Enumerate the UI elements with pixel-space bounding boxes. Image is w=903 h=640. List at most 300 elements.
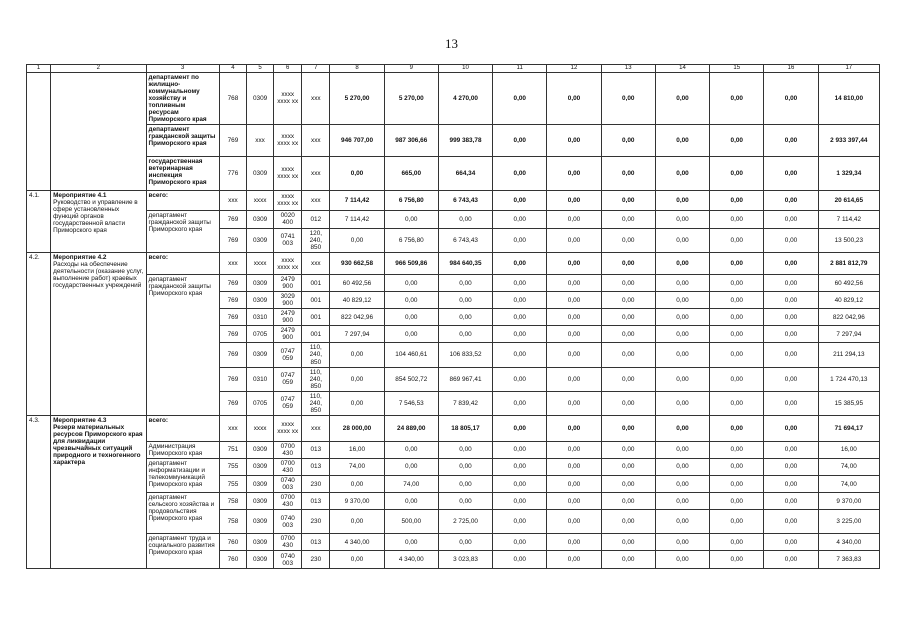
amount-cell: 7 114,42 <box>330 210 384 228</box>
expense-type-cell: 230 <box>302 476 330 493</box>
amount-cell: 0,00 <box>547 156 601 190</box>
page-number: 13 <box>445 36 458 51</box>
amount-cell: 0,00 <box>655 476 709 493</box>
amount-cell: 0,00 <box>547 510 601 534</box>
target-article-cell: xxxx xxxx xx <box>274 190 302 210</box>
grbs-code-cell: 758 <box>219 493 246 510</box>
amount-cell: 0,00 <box>710 551 764 569</box>
amount-cell: 0,00 <box>384 210 438 228</box>
amount-cell: 0,00 <box>493 275 547 292</box>
amount-cell: 7 839,42 <box>438 391 492 415</box>
executor-cell: всего: <box>146 253 219 275</box>
amount-cell: 0,00 <box>710 72 764 124</box>
grbs-code-cell: 769 <box>219 343 246 367</box>
amount-cell: 7 297,94 <box>330 326 384 343</box>
amount-cell: 0,00 <box>710 190 764 210</box>
amount-cell: 0,00 <box>655 534 709 551</box>
expense-type-cell: xxx <box>302 72 330 124</box>
amount-cell: 5 270,00 <box>384 72 438 124</box>
amount-cell: 0,00 <box>601 493 655 510</box>
target-article-cell: xxxx xxxx xx <box>274 72 302 124</box>
amount-cell: 74,00 <box>818 476 879 493</box>
amount-cell: 0,00 <box>710 476 764 493</box>
amount-cell: 0,00 <box>547 190 601 210</box>
amount-cell: 0,00 <box>493 441 547 458</box>
section-code-cell: 0705 <box>247 326 274 343</box>
amount-cell: 0,00 <box>547 458 601 475</box>
amount-cell: 74,00 <box>330 458 384 475</box>
section-code-cell: 0309 <box>247 210 274 228</box>
grbs-code-cell: 769 <box>219 292 246 309</box>
column-number-cell: 8 <box>330 65 384 73</box>
section-code-cell: 0309 <box>247 72 274 124</box>
measure-name-cell <box>51 190 146 252</box>
expense-type-cell: xxx <box>302 156 330 190</box>
target-article-cell: 0700 430 <box>274 493 302 510</box>
executor-cell: департамент сельского хозяйства и продовольствия Приморского края <box>146 493 219 534</box>
amount-cell: 946 707,00 <box>330 124 384 156</box>
amount-cell: 0,00 <box>601 253 655 275</box>
target-article-cell: 0700 430 <box>274 534 302 551</box>
table-row <box>27 72 880 124</box>
column-number-cell: 3 <box>146 65 219 73</box>
amount-cell: 0,00 <box>655 458 709 475</box>
amount-cell: 0,00 <box>330 391 384 415</box>
measure-title: Мероприятие 4.3 <box>53 416 107 424</box>
item-number-cell: 4.3. <box>27 415 51 568</box>
executor-cell: департамент гражданской защиты Приморского края <box>146 124 219 156</box>
amount-cell: 0,00 <box>384 534 438 551</box>
target-article-cell: xxxx xxxx xx <box>274 253 302 275</box>
amount-cell: 0,00 <box>764 391 818 415</box>
amount-cell: 0,00 <box>655 343 709 367</box>
amount-cell: 4 340,00 <box>384 551 438 569</box>
amount-cell: 14 810,00 <box>818 72 879 124</box>
amount-cell: 0,00 <box>764 343 818 367</box>
amount-cell: 0,00 <box>601 309 655 326</box>
expense-type-cell: 013 <box>302 493 330 510</box>
column-number-row <box>27 65 880 73</box>
amount-cell: 0,00 <box>493 415 547 441</box>
amount-cell: 0,00 <box>764 253 818 275</box>
grbs-code-cell: 769 <box>219 210 246 228</box>
amount-cell: 74,00 <box>384 476 438 493</box>
amount-cell: 0,00 <box>655 210 709 228</box>
amount-cell: 0,00 <box>655 326 709 343</box>
amount-cell: 1 724 470,13 <box>818 367 879 391</box>
amount-cell: 0,00 <box>764 292 818 309</box>
section-code-cell: 0309 <box>247 510 274 534</box>
amount-cell: 0,00 <box>601 210 655 228</box>
amount-cell: 0,00 <box>764 275 818 292</box>
amount-cell: 0,00 <box>493 210 547 228</box>
target-article-cell: 0700 430 <box>274 441 302 458</box>
amount-cell: 0,00 <box>764 124 818 156</box>
amount-cell: 0,00 <box>601 441 655 458</box>
section-code-cell: 0309 <box>247 343 274 367</box>
amount-cell: 3 023,83 <box>438 551 492 569</box>
table-row <box>27 441 880 458</box>
target-article-cell: 3029 900 <box>274 292 302 309</box>
executor-cell: государственная ветеринарная инспекция Приморского края <box>146 156 219 190</box>
amount-cell: 0,00 <box>601 228 655 252</box>
amount-cell: 0,00 <box>764 510 818 534</box>
grbs-code-cell: xxx <box>219 415 246 441</box>
expense-type-cell: 110, 240, 850 <box>302 343 330 367</box>
expense-type-cell: 230 <box>302 510 330 534</box>
measure-name-cell <box>51 415 146 568</box>
column-number-cell: 6 <box>274 65 302 73</box>
column-number-cell: 5 <box>247 65 274 73</box>
executor-cell: Администрация Приморского края <box>146 441 219 458</box>
amount-cell: 4 270,00 <box>438 72 492 124</box>
table-row <box>27 415 880 441</box>
amount-cell: 0,00 <box>655 253 709 275</box>
amount-cell: 4 340,00 <box>330 534 384 551</box>
amount-cell: 0,00 <box>710 493 764 510</box>
expense-type-cell: 013 <box>302 441 330 458</box>
amount-cell: 7 363,83 <box>818 551 879 569</box>
target-article-cell: xxxx xxxx xx <box>274 124 302 156</box>
amount-cell: 0,00 <box>493 367 547 391</box>
amount-cell: 0,00 <box>547 493 601 510</box>
amount-cell: 0,00 <box>655 228 709 252</box>
amount-cell: 0,00 <box>438 326 492 343</box>
measure-title: Мероприятие 4.1 <box>53 191 107 199</box>
table-row <box>27 210 880 228</box>
amount-cell: 0,00 <box>764 441 818 458</box>
amount-cell: 0,00 <box>547 309 601 326</box>
target-article-cell: 2479 900 <box>274 326 302 343</box>
column-number-cell: 7 <box>302 65 330 73</box>
table-row <box>27 275 880 292</box>
amount-cell: 7 114,42 <box>330 190 384 210</box>
grbs-code-cell: 760 <box>219 534 246 551</box>
column-number-cell: 16 <box>764 65 818 73</box>
table-row <box>27 253 880 275</box>
amount-cell: 0,00 <box>655 441 709 458</box>
measure-name-cell <box>51 72 146 190</box>
amount-cell: 0,00 <box>438 458 492 475</box>
amount-cell: 0,00 <box>493 72 547 124</box>
amount-cell: 60 492,56 <box>818 275 879 292</box>
amount-cell: 0,00 <box>493 326 547 343</box>
amount-cell: 0,00 <box>384 275 438 292</box>
amount-cell: 0,00 <box>601 275 655 292</box>
target-article-cell: xxxx xxxx xx <box>274 156 302 190</box>
amount-cell: 0,00 <box>710 326 764 343</box>
grbs-code-cell: 758 <box>219 510 246 534</box>
amount-cell: 2 881 812,79 <box>818 253 879 275</box>
table-row <box>27 493 880 510</box>
section-code-cell: 0309 <box>247 493 274 510</box>
amount-cell: 0,00 <box>330 510 384 534</box>
amount-cell: 0,00 <box>710 391 764 415</box>
amount-cell: 6 743,43 <box>438 190 492 210</box>
measure-title: Мероприятие 4.2 <box>53 254 107 262</box>
grbs-code-cell: 769 <box>219 124 246 156</box>
section-code-cell: xxxx <box>247 253 274 275</box>
table-row <box>27 458 880 475</box>
amount-cell: 854 502,72 <box>384 367 438 391</box>
amount-cell: 0,00 <box>655 510 709 534</box>
amount-cell: 664,34 <box>438 156 492 190</box>
amount-cell: 0,00 <box>764 190 818 210</box>
amount-cell: 0,00 <box>710 367 764 391</box>
amount-cell: 0,00 <box>764 458 818 475</box>
executor-cell: департамент информатизации и телекоммуникаций Приморского края <box>146 458 219 492</box>
amount-cell: 40 829,12 <box>330 292 384 309</box>
amount-cell: 0,00 <box>384 458 438 475</box>
column-number-cell: 17 <box>818 65 879 73</box>
column-number-cell: 1 <box>27 65 51 73</box>
amount-cell: 0,00 <box>547 476 601 493</box>
amount-cell: 0,00 <box>384 309 438 326</box>
column-number-cell: 15 <box>710 65 764 73</box>
amount-cell: 0,00 <box>493 391 547 415</box>
amount-cell: 0,00 <box>655 551 709 569</box>
item-number-cell: 4.1. <box>27 190 51 252</box>
amount-cell: 0,00 <box>655 415 709 441</box>
amount-cell: 822 042,96 <box>330 309 384 326</box>
amount-cell: 9 370,00 <box>330 493 384 510</box>
amount-cell: 0,00 <box>493 476 547 493</box>
executor-cell: департамент гражданской защиты Приморского края <box>146 210 219 252</box>
amount-cell: 0,00 <box>438 441 492 458</box>
grbs-code-cell: 776 <box>219 156 246 190</box>
amount-cell: 2 933 397,44 <box>818 124 879 156</box>
target-article-cell: 2479 900 <box>274 309 302 326</box>
amount-cell: 0,00 <box>764 309 818 326</box>
amount-cell: 0,00 <box>655 275 709 292</box>
amount-cell: 0,00 <box>601 391 655 415</box>
amount-cell: 0,00 <box>710 275 764 292</box>
column-number-cell: 11 <box>493 65 547 73</box>
amount-cell: 0,00 <box>601 415 655 441</box>
amount-cell: 0,00 <box>493 510 547 534</box>
amount-cell: 0,00 <box>330 156 384 190</box>
amount-cell: 5 270,00 <box>330 72 384 124</box>
amount-cell: 0,00 <box>547 441 601 458</box>
amount-cell: 2 725,00 <box>438 510 492 534</box>
measure-description: Руководство и управление в сфере установленных функций органов государственной власти Приморского края <box>53 198 138 235</box>
amount-cell: 984 640,35 <box>438 253 492 275</box>
amount-cell: 0,00 <box>710 510 764 534</box>
amount-cell: 0,00 <box>547 253 601 275</box>
column-number-cell: 12 <box>547 65 601 73</box>
amount-cell: 0,00 <box>384 326 438 343</box>
target-article-cell: 0740 003 <box>274 510 302 534</box>
amount-cell: 0,00 <box>330 367 384 391</box>
amount-cell: 0,00 <box>330 551 384 569</box>
amount-cell: 0,00 <box>547 415 601 441</box>
grbs-code-cell: 769 <box>219 309 246 326</box>
amount-cell: 6 756,80 <box>384 228 438 252</box>
amount-cell: 106 833,52 <box>438 343 492 367</box>
amount-cell: 0,00 <box>601 72 655 124</box>
target-article-cell: 0741 003 <box>274 228 302 252</box>
amount-cell: 0,00 <box>710 156 764 190</box>
grbs-code-cell: 755 <box>219 476 246 493</box>
section-code-cell: 0310 <box>247 367 274 391</box>
amount-cell: 0,00 <box>764 72 818 124</box>
amount-cell: 7 297,94 <box>818 326 879 343</box>
section-code-cell: 0309 <box>247 441 274 458</box>
amount-cell: 0,00 <box>493 228 547 252</box>
amount-cell: 500,00 <box>384 510 438 534</box>
amount-cell: 0,00 <box>601 326 655 343</box>
amount-cell: 0,00 <box>547 124 601 156</box>
grbs-code-cell: 768 <box>219 72 246 124</box>
amount-cell: 0,00 <box>655 493 709 510</box>
expense-type-cell: xxx <box>302 190 330 210</box>
amount-cell: 0,00 <box>710 292 764 309</box>
expense-type-cell: 120, 240, 850 <box>302 228 330 252</box>
amount-cell: 869 967,41 <box>438 367 492 391</box>
amount-cell: 0,00 <box>330 343 384 367</box>
section-code-cell: 0309 <box>247 275 274 292</box>
expense-type-cell: xxx <box>302 124 330 156</box>
amount-cell: 60 492,56 <box>330 275 384 292</box>
amount-cell: 987 306,66 <box>384 124 438 156</box>
measure-name-cell <box>51 253 146 416</box>
item-number-cell: 4.2. <box>27 253 51 416</box>
target-article-cell: 0700 430 <box>274 458 302 475</box>
amount-cell: 0,00 <box>547 228 601 252</box>
amount-cell: 13 500,23 <box>818 228 879 252</box>
target-article-cell: 0740 003 <box>274 476 302 493</box>
section-code-cell: xxxx <box>247 190 274 210</box>
amount-cell: 0,00 <box>710 309 764 326</box>
amount-cell: 0,00 <box>493 343 547 367</box>
amount-cell: 0,00 <box>493 534 547 551</box>
expense-type-cell: 013 <box>302 458 330 475</box>
expense-type-cell: 001 <box>302 309 330 326</box>
amount-cell: 0,00 <box>547 551 601 569</box>
amount-cell: 0,00 <box>655 367 709 391</box>
grbs-code-cell: 769 <box>219 275 246 292</box>
expense-type-cell: 001 <box>302 326 330 343</box>
amount-cell: 15 385,95 <box>818 391 879 415</box>
table-row <box>27 534 880 551</box>
measure-description: Расходы на обеспечение деятельности (оказание услуг, выполнение работ) краевых государственных учреждений <box>53 261 144 290</box>
amount-cell: 0,00 <box>601 510 655 534</box>
amount-cell: 0,00 <box>764 367 818 391</box>
amount-cell: 0,00 <box>547 275 601 292</box>
target-article-cell: xxxx xxxx xx <box>274 415 302 441</box>
amount-cell: 0,00 <box>655 292 709 309</box>
amount-cell: 0,00 <box>438 292 492 309</box>
grbs-code-cell: 760 <box>219 551 246 569</box>
section-code-cell: xxxx <box>247 415 274 441</box>
amount-cell: 0,00 <box>493 124 547 156</box>
amount-cell: 0,00 <box>655 309 709 326</box>
executor-cell: всего: <box>146 190 219 210</box>
amount-cell: 0,00 <box>438 534 492 551</box>
amount-cell: 18 805,17 <box>438 415 492 441</box>
amount-cell: 0,00 <box>764 493 818 510</box>
amount-cell: 104 460,61 <box>384 343 438 367</box>
amount-cell: 0,00 <box>547 343 601 367</box>
section-code-cell: 0309 <box>247 534 274 551</box>
amount-cell: 0,00 <box>601 156 655 190</box>
grbs-code-cell: xxx <box>219 190 246 210</box>
amount-cell: 0,00 <box>547 367 601 391</box>
expense-type-cell: 001 <box>302 292 330 309</box>
expense-type-cell: 013 <box>302 534 330 551</box>
amount-cell: 0,00 <box>710 458 764 475</box>
amount-cell: 0,00 <box>547 210 601 228</box>
section-code-cell: 0309 <box>247 476 274 493</box>
item-number-cell <box>27 72 51 190</box>
column-number-cell: 14 <box>655 65 709 73</box>
amount-cell: 0,00 <box>601 534 655 551</box>
table-row <box>27 190 880 210</box>
amount-cell: 0,00 <box>438 493 492 510</box>
measure-description: Резерв материальных ресурсов Приморского края для ликвидации чрезвычайных ситуаций природного и техногенного характера <box>53 423 143 467</box>
amount-cell: 930 662,58 <box>330 253 384 275</box>
column-number-cell: 2 <box>51 65 146 73</box>
executor-cell: департамент по жилищно-коммунальному хозяйству и топливным ресурсам Приморского края <box>146 72 219 124</box>
amount-cell: 0,00 <box>384 292 438 309</box>
amount-cell: 0,00 <box>655 391 709 415</box>
amount-cell: 28 000,00 <box>330 415 384 441</box>
section-code-cell: 0309 <box>247 458 274 475</box>
amount-cell: 0,00 <box>655 124 709 156</box>
expense-type-cell: 230 <box>302 551 330 569</box>
amount-cell: 0,00 <box>764 210 818 228</box>
section-code-cell: xxx <box>247 124 274 156</box>
amount-cell: 0,00 <box>764 551 818 569</box>
amount-cell: 0,00 <box>655 72 709 124</box>
executor-cell: департамент гражданской защиты Приморского края <box>146 275 219 416</box>
target-article-cell: 0747 059 <box>274 391 302 415</box>
amount-cell: 0,00 <box>493 493 547 510</box>
amount-cell: 0,00 <box>493 253 547 275</box>
amount-cell: 0,00 <box>330 476 384 493</box>
amount-cell: 0,00 <box>438 210 492 228</box>
budget-table <box>26 64 880 569</box>
amount-cell: 0,00 <box>547 72 601 124</box>
amount-cell: 0,00 <box>710 253 764 275</box>
amount-cell: 0,00 <box>493 190 547 210</box>
column-number-cell: 9 <box>384 65 438 73</box>
expense-type-cell: 001 <box>302 275 330 292</box>
amount-cell: 0,00 <box>601 367 655 391</box>
column-number-cell: 4 <box>219 65 246 73</box>
target-article-cell: 2479 900 <box>274 275 302 292</box>
section-code-cell: 0309 <box>247 551 274 569</box>
amount-cell: 0,00 <box>493 292 547 309</box>
amount-cell: 0,00 <box>710 124 764 156</box>
amount-cell: 0,00 <box>384 493 438 510</box>
grbs-code-cell: 755 <box>219 458 246 475</box>
amount-cell: 0,00 <box>330 228 384 252</box>
amount-cell: 0,00 <box>547 292 601 309</box>
amount-cell: 0,00 <box>764 156 818 190</box>
section-code-cell: 0309 <box>247 156 274 190</box>
amount-cell: 0,00 <box>764 534 818 551</box>
amount-cell: 7 546,53 <box>384 391 438 415</box>
amount-cell: 0,00 <box>547 326 601 343</box>
amount-cell: 1 329,34 <box>818 156 879 190</box>
amount-cell: 6 756,80 <box>384 190 438 210</box>
grbs-code-cell: 769 <box>219 228 246 252</box>
amount-cell: 0,00 <box>601 190 655 210</box>
amount-cell: 16,00 <box>818 441 879 458</box>
section-code-cell: 0705 <box>247 391 274 415</box>
amount-cell: 40 829,12 <box>818 292 879 309</box>
